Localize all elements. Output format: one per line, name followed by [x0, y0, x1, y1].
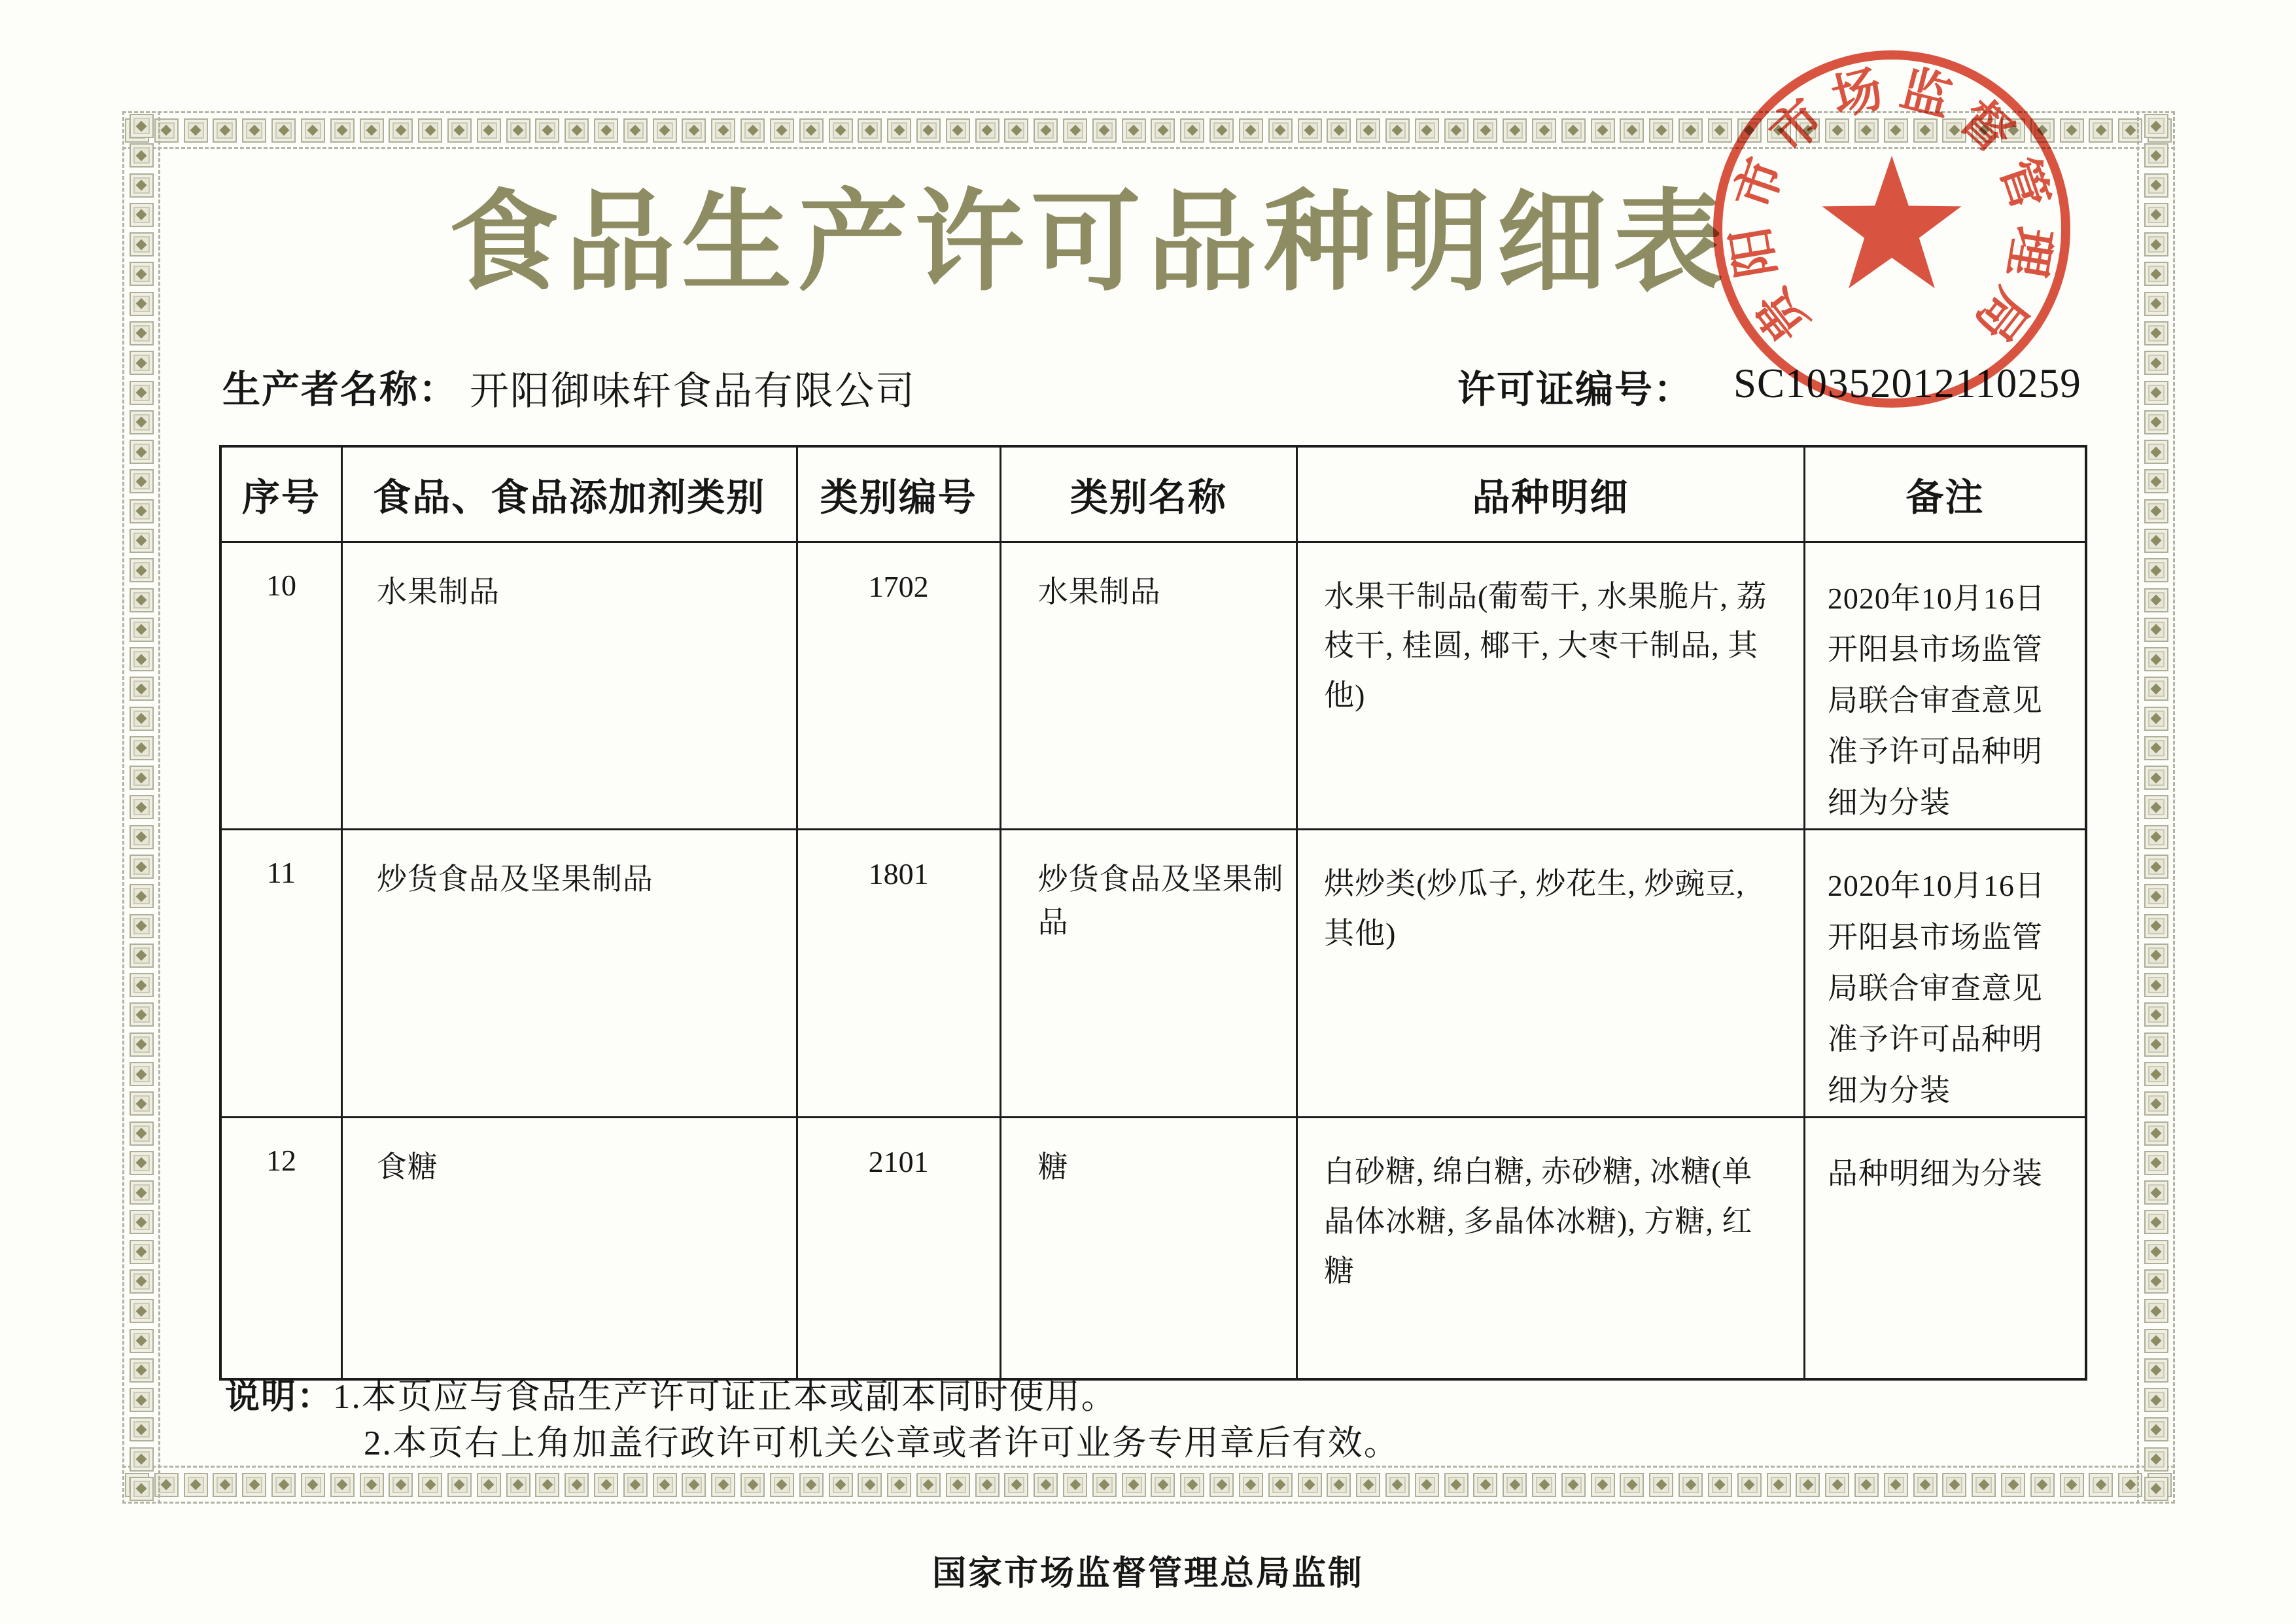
- cell-seq: 11: [220, 830, 341, 1118]
- ornament-tile: [594, 1473, 618, 1497]
- ornament-tile: [130, 1417, 154, 1441]
- ornament-tile: [2144, 1033, 2168, 1057]
- cell-detail: 白砂糖, 绵白糖, 赤砂糖, 冰糖(单晶体冰糖, 多晶体冰糖), 方糖, 红糖: [1297, 1118, 1805, 1379]
- ornament-tile: [2144, 529, 2168, 553]
- cell-detail: 烘炒类(炒瓜子, 炒花生, 炒豌豆, 其他): [1297, 830, 1805, 1118]
- ornament-tile: [330, 1473, 355, 1497]
- ornament-tile: [130, 1299, 154, 1323]
- ornament-tile: [2001, 1473, 2025, 1497]
- ornament-tile: [2144, 1091, 2168, 1116]
- ornament-tile: [1415, 1473, 1439, 1497]
- cell-remark: 2020年10月16日开阳县市场监管局联合审查意见准予许可品种明细为分装: [1804, 830, 2086, 1118]
- ornament-tile: [213, 118, 237, 143]
- ornament-tile: [2030, 1473, 2055, 1497]
- cell-category: 炒货食品及坚果制品: [341, 830, 797, 1118]
- ornament-tile: [130, 1033, 154, 1057]
- ornament-tile: [1884, 1473, 1908, 1497]
- ornament-tile: [130, 766, 154, 790]
- header-code: 类别编号: [797, 446, 1000, 542]
- ornament-tile: [301, 1473, 325, 1497]
- ornament-tile: [2060, 1473, 2084, 1497]
- ornament-tile: [2144, 1151, 2168, 1175]
- cell-name: 糖: [1000, 1118, 1296, 1379]
- ornament-tile: [623, 118, 648, 143]
- ornament-tile: [2144, 1180, 2168, 1205]
- cell-code: 1801: [797, 830, 1000, 1118]
- ornament-tile: [535, 1473, 559, 1497]
- ornament-tile: [2144, 1477, 2168, 1501]
- ornament-tile: [1092, 118, 1117, 143]
- seal-character: 市: [1726, 151, 1794, 217]
- ornament-tile: [2144, 766, 2168, 790]
- issuer-imprint: 国家市场监督管理总局监制: [931, 1555, 1364, 1593]
- ornament-tile: [916, 1473, 941, 1497]
- ornament-tile: [1209, 118, 1234, 143]
- ornament-tile: [1092, 1473, 1117, 1497]
- ornament-tile: [130, 855, 154, 879]
- ornament-border-bottom: [122, 1466, 2175, 1504]
- ornament-tile: [1034, 118, 1058, 143]
- ornament-tile: [946, 1473, 970, 1497]
- producer-name-label: 生产者名称：: [222, 368, 459, 411]
- seal-character: 理: [1998, 222, 2061, 281]
- ornament-tile: [711, 1473, 735, 1497]
- ornament-tile: [2144, 647, 2168, 671]
- ornament-tile: [330, 118, 355, 143]
- ornament-tile: [1385, 1473, 1410, 1497]
- ornament-tile: [447, 118, 472, 143]
- footer-notes: [225, 1374, 1991, 1467]
- ornament-tile: [130, 1447, 154, 1472]
- ornament-tile: [1239, 1473, 1263, 1497]
- ornament-tile: [1708, 1473, 1732, 1497]
- ornament-tile: [711, 118, 735, 143]
- ornament-tile: [130, 440, 154, 464]
- header-remark: 备注: [1804, 446, 2086, 542]
- ornament-tile: [2089, 118, 2113, 143]
- ornament-tile: [1151, 118, 1175, 143]
- ornament-tile: [2144, 262, 2168, 286]
- ornament-tile: [1444, 1473, 1469, 1497]
- ornament-tile: [130, 736, 154, 760]
- ornament-tile: [130, 973, 154, 997]
- ornament-tile: [2144, 677, 2168, 701]
- ornament-tile: [2144, 1417, 2168, 1441]
- ornament-tile: [2144, 884, 2168, 908]
- header-name: 类别名称: [1000, 446, 1296, 542]
- ornament-tile: [1503, 118, 1527, 143]
- ornament-tile: [130, 677, 154, 701]
- ornament-tile: [130, 1388, 154, 1412]
- ornament-tile: [2144, 440, 2168, 464]
- note-2: 2.本页右上角加盖行政许可机关公章或者许可业务专用章后有效。: [364, 1424, 1400, 1463]
- ornament-tile: [2144, 736, 2168, 760]
- ornament-tile: [2144, 1447, 2168, 1472]
- ornament-tile: [1561, 1473, 1586, 1497]
- ornament-tile: [1298, 118, 1322, 143]
- seal-character: 阳: [1723, 222, 1786, 281]
- ornament-tile: [2144, 499, 2168, 523]
- ornament-tile: [130, 1269, 154, 1294]
- ornament-tile: [389, 118, 413, 143]
- ornament-tile: [1004, 1473, 1028, 1497]
- seal-character: 场: [1826, 61, 1888, 127]
- ornament-tile: [565, 1473, 589, 1497]
- ornament-tile: [1385, 118, 1410, 143]
- ornament-tile: [130, 707, 154, 731]
- ornament-tile: [2144, 588, 2168, 612]
- ornament-tile: [1591, 1473, 1615, 1497]
- ornament-tile: [130, 647, 154, 671]
- ornament-tile: [975, 118, 1000, 143]
- table-header-row: [220, 446, 2086, 542]
- ornament-tile: [2144, 232, 2168, 256]
- ornament-tile: [1268, 1473, 1293, 1497]
- ornament-tile: [1004, 118, 1028, 143]
- ornament-tile: [130, 825, 154, 849]
- ornament-tile: [2144, 1240, 2168, 1264]
- ornament-tile: [130, 1358, 154, 1383]
- ornament-tile: [418, 118, 442, 143]
- ornament-tile: [2144, 618, 2168, 642]
- ornament-tile: [1679, 1473, 1703, 1497]
- page-title: 食品生产许可品种明细表: [449, 183, 1730, 304]
- ornament-tile: [130, 143, 154, 168]
- ornament-tile: [2144, 707, 2168, 731]
- ornament-tile: [130, 469, 154, 493]
- producer-name-value: 开阳御味轩食品有限公司: [470, 370, 916, 413]
- ornament-tile: [130, 321, 154, 345]
- ornament-tile: [1063, 118, 1087, 143]
- seal-character: 监: [1895, 61, 1957, 127]
- star-icon: [1822, 156, 1962, 289]
- seal-character: 督: [1949, 89, 2023, 164]
- ornament-tile: [184, 118, 208, 143]
- ornament-tile: [740, 1473, 765, 1497]
- cell-remark: 2020年10月16日开阳县市场监管局联合审查意见准予许可品种明细为分装: [1804, 542, 2086, 830]
- note-1: 1.本页应与食品生产许可证正本或副本同时使用。: [333, 1378, 1117, 1416]
- ornament-tile: [1239, 118, 1263, 143]
- ornament-tile: [770, 1473, 794, 1497]
- ornament-tile: [1356, 1473, 1380, 1497]
- ornament-tile: [2089, 1473, 2113, 1497]
- ornament-tile: [2144, 795, 2168, 819]
- ornament-tile: [2144, 944, 2168, 968]
- ornament-tile: [130, 529, 154, 553]
- ornament-tile: [477, 118, 501, 143]
- ornament-tile: [2144, 1299, 2168, 1323]
- ornament-tile: [1034, 1473, 1058, 1497]
- ornament-tile: [130, 1121, 154, 1146]
- ornament-tile: [1620, 118, 1644, 143]
- ornament-tile: [2144, 1121, 2168, 1146]
- ornament-tile: [1767, 1473, 1791, 1497]
- ornament-tile: [2144, 973, 2168, 997]
- cell-name: 炒货食品及坚果制品: [1000, 830, 1296, 1118]
- ornament-tile: [130, 588, 154, 612]
- ornament-tile: [2144, 143, 2168, 168]
- ornament-tile: [2144, 173, 2168, 198]
- ornament-tile: [1591, 118, 1615, 143]
- ornament-tile: [1854, 1473, 1879, 1497]
- ornament-tile: [2144, 825, 2168, 849]
- cell-category: 食糖: [341, 1118, 797, 1379]
- ornament-tile: [130, 1062, 154, 1086]
- table-row: [220, 542, 2086, 830]
- ornament-tile: [1356, 118, 1380, 143]
- ornament-tile: [1649, 118, 1673, 143]
- ornament-tile: [858, 118, 882, 143]
- ornament-tile: [565, 118, 589, 143]
- ornament-tile: [653, 118, 677, 143]
- ornament-tile: [2144, 203, 2168, 227]
- ornament-tile: [130, 114, 154, 138]
- ornament-tile: [2144, 1358, 2168, 1383]
- ornament-tile: [130, 884, 154, 908]
- header-category: 食品、食品添加剂类别: [341, 446, 797, 542]
- license-table: [219, 445, 2087, 1352]
- ornament-tile: [130, 558, 154, 582]
- ornament-tile: [829, 118, 853, 143]
- ornament-tile: [799, 118, 824, 143]
- ornament-tile: [1473, 1473, 1497, 1497]
- seal-character: 管: [1989, 151, 2058, 217]
- ornament-tile: [1327, 1473, 1351, 1497]
- ornament-tile: [1180, 1473, 1204, 1497]
- ornament-tile: [1415, 118, 1439, 143]
- ornament-tile: [130, 914, 154, 938]
- ornament-tile: [418, 1473, 442, 1497]
- ornament-tile: [2144, 292, 2168, 316]
- cell-category: 水果制品: [341, 542, 797, 830]
- ornament-tile: [799, 1473, 824, 1497]
- ornament-tile: [887, 118, 911, 143]
- ornament-tile: [1298, 1473, 1322, 1497]
- ornament-tile: [829, 1473, 853, 1497]
- ornament-tile: [1473, 118, 1497, 143]
- ornament-border-right: [2137, 111, 2175, 1504]
- ornament-tile: [2144, 321, 2168, 345]
- ornament-tile: [130, 1210, 154, 1234]
- ornament-tile: [2144, 1388, 2168, 1412]
- ornament-tile: [1942, 1473, 1966, 1497]
- cell-remark: 品种明细为分装: [1804, 1118, 2086, 1379]
- ornament-tile: [1737, 1473, 1762, 1497]
- ornament-tile: [130, 499, 154, 523]
- ornament-tile: [1209, 1473, 1234, 1497]
- ornament-tile: [271, 118, 296, 143]
- ornament-tile: [1122, 118, 1146, 143]
- ornament-tile: [1122, 1473, 1146, 1497]
- ornament-tile: [2144, 1062, 2168, 1086]
- ornament-tile: [360, 1473, 384, 1497]
- ornament-tile: [1063, 1473, 1087, 1497]
- ornament-tile: [623, 1473, 648, 1497]
- ornament-tile: [653, 1473, 677, 1497]
- ornament-tile: [1327, 118, 1351, 143]
- ornament-tile: [1503, 1473, 1527, 1497]
- ornament-tile: [946, 118, 970, 143]
- ornament-tile: [130, 618, 154, 642]
- ornament-tile: [242, 1473, 266, 1497]
- seal-character: 市: [1760, 89, 1835, 164]
- cell-code: 2101: [797, 1118, 1000, 1379]
- seal-character: 局: [1964, 278, 2039, 351]
- license-number-value: SC10352012110259: [1733, 361, 2081, 406]
- table-row: [220, 830, 2086, 1118]
- license-number-label: 许可证编号：: [1457, 368, 1694, 411]
- ornament-tile: [1532, 1473, 1556, 1497]
- ornament-tile: [2144, 855, 2168, 879]
- ornament-tile: [130, 1091, 154, 1116]
- ornament-tile: [594, 118, 618, 143]
- cell-code: 1702: [797, 542, 1000, 830]
- ornament-tile: [2144, 1329, 2168, 1353]
- official-seal-stamp: [1694, 31, 2089, 427]
- ornament-tile: [2144, 558, 2168, 582]
- header-seq: 序号: [220, 446, 341, 542]
- ornament-tile: [916, 118, 941, 143]
- ornament-tile: [2144, 1002, 2168, 1027]
- ornament-tile: [130, 1151, 154, 1175]
- ornament-tile: [1620, 1473, 1644, 1497]
- ornament-tile: [1532, 118, 1556, 143]
- ornament-tile: [2144, 469, 2168, 493]
- ornament-tile: [506, 118, 531, 143]
- ornament-tile: [213, 1473, 237, 1497]
- ornament-tile: [130, 1002, 154, 1027]
- notes-label: 说明：: [225, 1378, 333, 1416]
- ornament-tile: [1180, 118, 1204, 143]
- ornament-tile: [1913, 1473, 1938, 1497]
- ornament-tile: [1972, 1473, 1996, 1497]
- ornament-tile: [682, 118, 706, 143]
- ornament-tile: [130, 795, 154, 819]
- ornament-tile: [242, 118, 266, 143]
- ornament-tile: [130, 1329, 154, 1353]
- ornament-tile: [2144, 1269, 2168, 1294]
- header-detail: 品种明细: [1297, 446, 1805, 542]
- cell-seq: 10: [220, 542, 341, 830]
- ornament-tile: [1825, 1473, 1849, 1497]
- ornament-tile: [1268, 118, 1293, 143]
- ornament-border-left: [122, 111, 160, 1504]
- cell-detail: 水果干制品(葡萄干, 水果脆片, 荔枝干, 桂圆, 椰干, 大枣干制品, 其他): [1297, 542, 1805, 830]
- seal-character: 贵: [1745, 278, 1819, 351]
- ornament-tile: [1561, 118, 1586, 143]
- cell-seq: 12: [220, 1118, 341, 1379]
- ornament-tile: [130, 944, 154, 968]
- ornament-tile: [740, 118, 765, 143]
- ornament-tile: [975, 1473, 1000, 1497]
- ornament-tile: [271, 1473, 296, 1497]
- cell-name: 水果制品: [1000, 542, 1296, 830]
- ornament-tile: [2144, 114, 2168, 138]
- ornament-tile: [184, 1473, 208, 1497]
- ornament-tile: [770, 118, 794, 143]
- ornament-tile: [858, 1473, 882, 1497]
- ornament-tile: [130, 1240, 154, 1264]
- ornament-tile: [130, 1477, 154, 1501]
- table-row: [220, 1118, 2086, 1379]
- ornament-tile: [1796, 1473, 1820, 1497]
- ornament-tile: [447, 1473, 472, 1497]
- ornament-tile: [360, 118, 384, 143]
- ornament-tile: [887, 1473, 911, 1497]
- ornament-tile: [1649, 1473, 1673, 1497]
- ornament-tile: [477, 1473, 501, 1497]
- ornament-tile: [506, 1473, 531, 1497]
- ornament-tile: [1444, 118, 1469, 143]
- ornament-tile: [2144, 1210, 2168, 1234]
- ornament-tile: [301, 118, 325, 143]
- ornament-tile: [389, 1473, 413, 1497]
- ornament-tile: [682, 1473, 706, 1497]
- ornament-tile: [535, 118, 559, 143]
- ornament-tile: [2144, 914, 2168, 938]
- ornament-tile: [1151, 1473, 1175, 1497]
- ornament-tile: [130, 1180, 154, 1205]
